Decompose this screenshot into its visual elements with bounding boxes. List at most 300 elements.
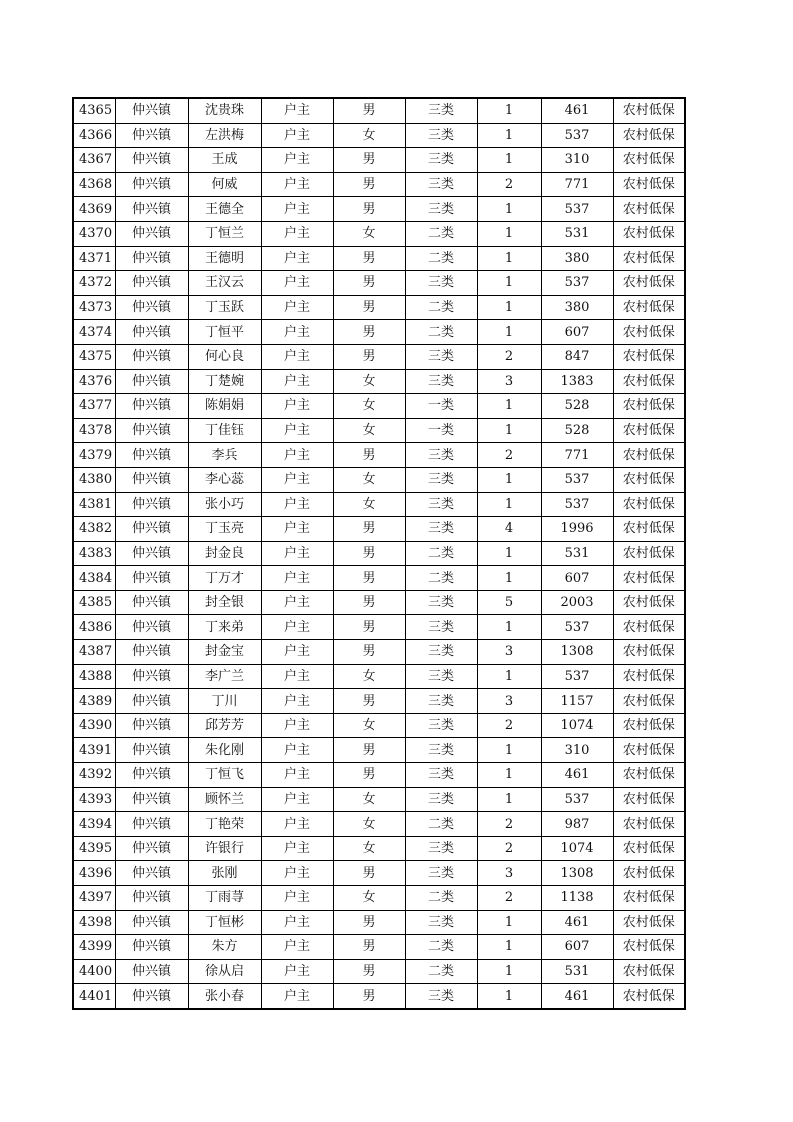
cell-count: 1: [477, 221, 541, 246]
cell-category: 二类: [405, 886, 477, 911]
cell-town: 仲兴镇: [115, 689, 188, 714]
table-row: [73, 763, 685, 788]
cell-relation: 户主: [261, 910, 333, 935]
cell-type: 农村低保: [613, 148, 685, 173]
table-row: [73, 246, 685, 271]
cell-gender: 男: [333, 861, 405, 886]
cell-amount: 1138: [541, 886, 613, 911]
cell-town: 仲兴镇: [115, 443, 188, 468]
cell-name: 张小巧: [188, 492, 261, 517]
cell-type: 农村低保: [613, 861, 685, 886]
cell-type: 农村低保: [613, 763, 685, 788]
cell-amount: 531: [541, 541, 613, 566]
cell-gender: 男: [333, 246, 405, 271]
cell-category: 三类: [405, 492, 477, 517]
cell-category: 三类: [405, 271, 477, 296]
cell-town: 仲兴镇: [115, 197, 188, 222]
table-row: [73, 713, 685, 738]
cell-category: 二类: [405, 221, 477, 246]
cell-type: 农村低保: [613, 172, 685, 197]
table-row: [73, 640, 685, 665]
cell-town: 仲兴镇: [115, 271, 188, 296]
cell-category: 二类: [405, 812, 477, 837]
cell-amount: 310: [541, 148, 613, 173]
cell-id: 4395: [73, 836, 115, 861]
cell-count: 3: [477, 689, 541, 714]
cell-count: 1: [477, 394, 541, 419]
cell-type: 农村低保: [613, 984, 685, 1009]
table-row: [73, 615, 685, 640]
cell-town: 仲兴镇: [115, 418, 188, 443]
cell-type: 农村低保: [613, 271, 685, 296]
cell-amount: 461: [541, 763, 613, 788]
cell-type: 农村低保: [613, 369, 685, 394]
cell-id: 4376: [73, 369, 115, 394]
cell-amount: 461: [541, 98, 613, 123]
cell-name: 李心蕊: [188, 467, 261, 492]
cell-id: 4377: [73, 394, 115, 419]
cell-gender: 女: [333, 394, 405, 419]
cell-count: 2: [477, 443, 541, 468]
cell-category: 一类: [405, 418, 477, 443]
cell-category: 三类: [405, 836, 477, 861]
cell-relation: 户主: [261, 590, 333, 615]
cell-type: 农村低保: [613, 689, 685, 714]
cell-relation: 户主: [261, 246, 333, 271]
cell-id: 4388: [73, 664, 115, 689]
cell-name: 王汉云: [188, 271, 261, 296]
cell-gender: 女: [333, 369, 405, 394]
cell-amount: 1383: [541, 369, 613, 394]
cell-id: 4367: [73, 148, 115, 173]
cell-type: 农村低保: [613, 295, 685, 320]
cell-town: 仲兴镇: [115, 467, 188, 492]
cell-id: 4366: [73, 123, 115, 148]
cell-name: 封金宝: [188, 640, 261, 665]
table-row: [73, 467, 685, 492]
cell-amount: 537: [541, 123, 613, 148]
cell-gender: 男: [333, 763, 405, 788]
cell-relation: 户主: [261, 836, 333, 861]
cell-id: 4382: [73, 517, 115, 542]
table-row: [73, 271, 685, 296]
cell-town: 仲兴镇: [115, 344, 188, 369]
cell-gender: 女: [333, 886, 405, 911]
cell-id: 4391: [73, 738, 115, 763]
cell-gender: 男: [333, 738, 405, 763]
cell-name: 李兵: [188, 443, 261, 468]
cell-category: 三类: [405, 369, 477, 394]
table-row: [73, 98, 685, 123]
cell-count: 1: [477, 98, 541, 123]
cell-name: 顾怀兰: [188, 787, 261, 812]
cell-id: 4380: [73, 467, 115, 492]
cell-town: 仲兴镇: [115, 566, 188, 591]
cell-id: 4378: [73, 418, 115, 443]
cell-amount: 607: [541, 935, 613, 960]
cell-type: 农村低保: [613, 566, 685, 591]
cell-type: 农村低保: [613, 418, 685, 443]
cell-amount: 1074: [541, 713, 613, 738]
cell-count: 3: [477, 861, 541, 886]
cell-gender: 男: [333, 197, 405, 222]
cell-relation: 户主: [261, 664, 333, 689]
cell-relation: 户主: [261, 320, 333, 345]
cell-category: 三类: [405, 172, 477, 197]
cell-relation: 户主: [261, 394, 333, 419]
table-row: [73, 886, 685, 911]
cell-count: 2: [477, 344, 541, 369]
cell-amount: 607: [541, 320, 613, 345]
cell-gender: 男: [333, 689, 405, 714]
cell-relation: 户主: [261, 886, 333, 911]
cell-relation: 户主: [261, 418, 333, 443]
cell-amount: 987: [541, 812, 613, 837]
cell-type: 农村低保: [613, 812, 685, 837]
cell-id: 4379: [73, 443, 115, 468]
cell-type: 农村低保: [613, 836, 685, 861]
cell-town: 仲兴镇: [115, 664, 188, 689]
table-row: [73, 689, 685, 714]
cell-name: 陈娟娟: [188, 394, 261, 419]
cell-count: 1: [477, 271, 541, 296]
cell-count: 4: [477, 517, 541, 542]
cell-town: 仲兴镇: [115, 172, 188, 197]
cell-name: 张小春: [188, 984, 261, 1009]
cell-category: 三类: [405, 713, 477, 738]
cell-type: 农村低保: [613, 713, 685, 738]
cell-gender: 男: [333, 590, 405, 615]
cell-id: 4399: [73, 935, 115, 960]
cell-category: 三类: [405, 467, 477, 492]
cell-relation: 户主: [261, 172, 333, 197]
cell-id: 4383: [73, 541, 115, 566]
cell-name: 朱化刚: [188, 738, 261, 763]
cell-town: 仲兴镇: [115, 615, 188, 640]
cell-relation: 户主: [261, 738, 333, 763]
cell-town: 仲兴镇: [115, 295, 188, 320]
table-row: [73, 959, 685, 984]
cell-town: 仲兴镇: [115, 836, 188, 861]
cell-category: 三类: [405, 590, 477, 615]
cell-gender: 男: [333, 320, 405, 345]
cell-count: 1: [477, 615, 541, 640]
cell-town: 仲兴镇: [115, 98, 188, 123]
cell-amount: 537: [541, 271, 613, 296]
cell-relation: 户主: [261, 443, 333, 468]
cell-id: 4375: [73, 344, 115, 369]
table-row: [73, 787, 685, 812]
cell-id: 4392: [73, 763, 115, 788]
cell-town: 仲兴镇: [115, 246, 188, 271]
cell-count: 3: [477, 369, 541, 394]
cell-type: 农村低保: [613, 640, 685, 665]
cell-type: 农村低保: [613, 98, 685, 123]
cell-relation: 户主: [261, 123, 333, 148]
cell-count: 1: [477, 467, 541, 492]
cell-count: 2: [477, 713, 541, 738]
cell-relation: 户主: [261, 369, 333, 394]
cell-relation: 户主: [261, 861, 333, 886]
cell-id: 4385: [73, 590, 115, 615]
table-row: [73, 197, 685, 222]
cell-id: 4389: [73, 689, 115, 714]
cell-amount: 771: [541, 172, 613, 197]
cell-relation: 户主: [261, 713, 333, 738]
cell-count: 1: [477, 123, 541, 148]
cell-gender: 男: [333, 640, 405, 665]
cell-gender: 男: [333, 98, 405, 123]
cell-count: 5: [477, 590, 541, 615]
cell-type: 农村低保: [613, 910, 685, 935]
cell-amount: 461: [541, 984, 613, 1009]
cell-type: 农村低保: [613, 664, 685, 689]
cell-gender: 男: [333, 517, 405, 542]
cell-gender: 男: [333, 935, 405, 960]
cell-count: 1: [477, 148, 541, 173]
cell-gender: 男: [333, 344, 405, 369]
cell-count: 1: [477, 787, 541, 812]
cell-name: 丁艳荣: [188, 812, 261, 837]
cell-type: 农村低保: [613, 787, 685, 812]
table-row: [73, 738, 685, 763]
cell-category: 三类: [405, 148, 477, 173]
cell-name: 封全银: [188, 590, 261, 615]
table-row: [73, 861, 685, 886]
table-body: [73, 98, 685, 1009]
cell-town: 仲兴镇: [115, 935, 188, 960]
cell-name: 张刚: [188, 861, 261, 886]
cell-category: 三类: [405, 615, 477, 640]
cell-name: 李广兰: [188, 664, 261, 689]
cell-category: 二类: [405, 320, 477, 345]
cell-gender: 女: [333, 418, 405, 443]
cell-name: 左洪梅: [188, 123, 261, 148]
table-row: [73, 295, 685, 320]
cell-amount: 528: [541, 394, 613, 419]
table-row: [73, 418, 685, 443]
cell-count: 1: [477, 935, 541, 960]
cell-town: 仲兴镇: [115, 738, 188, 763]
cell-count: 1: [477, 664, 541, 689]
cell-gender: 男: [333, 615, 405, 640]
table-row: [73, 664, 685, 689]
cell-category: 二类: [405, 541, 477, 566]
cell-relation: 户主: [261, 640, 333, 665]
table-row: [73, 541, 685, 566]
cell-gender: 男: [333, 295, 405, 320]
cell-relation: 户主: [261, 541, 333, 566]
cell-type: 农村低保: [613, 738, 685, 763]
cell-name: 丁玉亮: [188, 517, 261, 542]
cell-town: 仲兴镇: [115, 763, 188, 788]
cell-type: 农村低保: [613, 517, 685, 542]
table-row: [73, 517, 685, 542]
cell-amount: 531: [541, 959, 613, 984]
cell-amount: 531: [541, 221, 613, 246]
cell-count: 1: [477, 541, 541, 566]
cell-gender: 男: [333, 984, 405, 1009]
cell-name: 丁川: [188, 689, 261, 714]
cell-name: 王成: [188, 148, 261, 173]
cell-town: 仲兴镇: [115, 910, 188, 935]
cell-name: 丁雨荨: [188, 886, 261, 911]
cell-name: 丁恒兰: [188, 221, 261, 246]
cell-name: 徐从启: [188, 959, 261, 984]
cell-relation: 户主: [261, 787, 333, 812]
cell-type: 农村低保: [613, 443, 685, 468]
cell-relation: 户主: [261, 959, 333, 984]
cell-count: 1: [477, 738, 541, 763]
cell-name: 丁佳钰: [188, 418, 261, 443]
cell-id: 4396: [73, 861, 115, 886]
cell-name: 沈贵珠: [188, 98, 261, 123]
table-row: [73, 443, 685, 468]
cell-category: 二类: [405, 295, 477, 320]
table-row: [73, 836, 685, 861]
cell-id: 4401: [73, 984, 115, 1009]
table-row: [73, 369, 685, 394]
cell-type: 农村低保: [613, 590, 685, 615]
cell-relation: 户主: [261, 615, 333, 640]
cell-town: 仲兴镇: [115, 492, 188, 517]
cell-id: 4368: [73, 172, 115, 197]
cell-gender: 女: [333, 713, 405, 738]
cell-relation: 户主: [261, 221, 333, 246]
table-row: [73, 566, 685, 591]
cell-amount: 537: [541, 664, 613, 689]
cell-name: 邱芳芳: [188, 713, 261, 738]
cell-amount: 528: [541, 418, 613, 443]
cell-town: 仲兴镇: [115, 221, 188, 246]
cell-amount: 1308: [541, 640, 613, 665]
cell-amount: 537: [541, 492, 613, 517]
cell-relation: 户主: [261, 689, 333, 714]
cell-category: 三类: [405, 664, 477, 689]
cell-gender: 女: [333, 221, 405, 246]
cell-amount: 537: [541, 197, 613, 222]
cell-amount: 310: [541, 738, 613, 763]
cell-relation: 户主: [261, 467, 333, 492]
cell-category: 二类: [405, 959, 477, 984]
cell-count: 1: [477, 763, 541, 788]
cell-type: 农村低保: [613, 394, 685, 419]
cell-amount: 461: [541, 910, 613, 935]
cell-count: 1: [477, 566, 541, 591]
cell-amount: 771: [541, 443, 613, 468]
cell-count: 2: [477, 886, 541, 911]
cell-gender: 男: [333, 443, 405, 468]
cell-count: 1: [477, 246, 541, 271]
cell-town: 仲兴镇: [115, 517, 188, 542]
cell-id: 4386: [73, 615, 115, 640]
table-row: [73, 935, 685, 960]
cell-id: 4397: [73, 886, 115, 911]
cell-gender: 男: [333, 271, 405, 296]
table-row: [73, 320, 685, 345]
cell-count: 2: [477, 812, 541, 837]
cell-relation: 户主: [261, 98, 333, 123]
cell-town: 仲兴镇: [115, 640, 188, 665]
cell-id: 4390: [73, 713, 115, 738]
cell-category: 二类: [405, 935, 477, 960]
cell-gender: 女: [333, 812, 405, 837]
cell-count: 1: [477, 320, 541, 345]
cell-town: 仲兴镇: [115, 861, 188, 886]
cell-category: 三类: [405, 197, 477, 222]
cell-id: 4381: [73, 492, 115, 517]
cell-id: 4373: [73, 295, 115, 320]
cell-category: 三类: [405, 443, 477, 468]
cell-relation: 户主: [261, 344, 333, 369]
cell-id: 4393: [73, 787, 115, 812]
cell-id: 4400: [73, 959, 115, 984]
cell-type: 农村低保: [613, 197, 685, 222]
table-row: [73, 394, 685, 419]
cell-gender: 女: [333, 836, 405, 861]
cell-count: 1: [477, 295, 541, 320]
cell-gender: 女: [333, 467, 405, 492]
cell-count: 1: [477, 984, 541, 1009]
cell-relation: 户主: [261, 984, 333, 1009]
cell-town: 仲兴镇: [115, 713, 188, 738]
allowance-table: [72, 97, 686, 1010]
cell-id: 4394: [73, 812, 115, 837]
cell-type: 农村低保: [613, 221, 685, 246]
cell-count: 2: [477, 172, 541, 197]
cell-name: 丁楚婉: [188, 369, 261, 394]
cell-id: 4387: [73, 640, 115, 665]
cell-name: 丁恒彬: [188, 910, 261, 935]
cell-amount: 537: [541, 787, 613, 812]
cell-category: 三类: [405, 689, 477, 714]
cell-amount: 1074: [541, 836, 613, 861]
cell-name: 何威: [188, 172, 261, 197]
cell-count: 1: [477, 492, 541, 517]
cell-category: 二类: [405, 566, 477, 591]
cell-type: 农村低保: [613, 886, 685, 911]
cell-town: 仲兴镇: [115, 369, 188, 394]
cell-category: 三类: [405, 98, 477, 123]
cell-gender: 男: [333, 910, 405, 935]
cell-amount: 380: [541, 246, 613, 271]
cell-town: 仲兴镇: [115, 123, 188, 148]
table-row: [73, 172, 685, 197]
cell-id: 4384: [73, 566, 115, 591]
cell-town: 仲兴镇: [115, 886, 188, 911]
cell-name: 丁来弟: [188, 615, 261, 640]
cell-type: 农村低保: [613, 123, 685, 148]
table-row: [73, 344, 685, 369]
cell-town: 仲兴镇: [115, 590, 188, 615]
cell-gender: 女: [333, 492, 405, 517]
cell-amount: 2003: [541, 590, 613, 615]
cell-category: 三类: [405, 123, 477, 148]
cell-relation: 户主: [261, 148, 333, 173]
cell-name: 丁恒飞: [188, 763, 261, 788]
cell-name: 丁玉跃: [188, 295, 261, 320]
table-row: [73, 590, 685, 615]
cell-id: 4371: [73, 246, 115, 271]
cell-relation: 户主: [261, 295, 333, 320]
cell-gender: 男: [333, 541, 405, 566]
cell-category: 三类: [405, 910, 477, 935]
cell-name: 丁恒平: [188, 320, 261, 345]
cell-name: 封金良: [188, 541, 261, 566]
cell-type: 农村低保: [613, 320, 685, 345]
cell-town: 仲兴镇: [115, 787, 188, 812]
cell-town: 仲兴镇: [115, 959, 188, 984]
